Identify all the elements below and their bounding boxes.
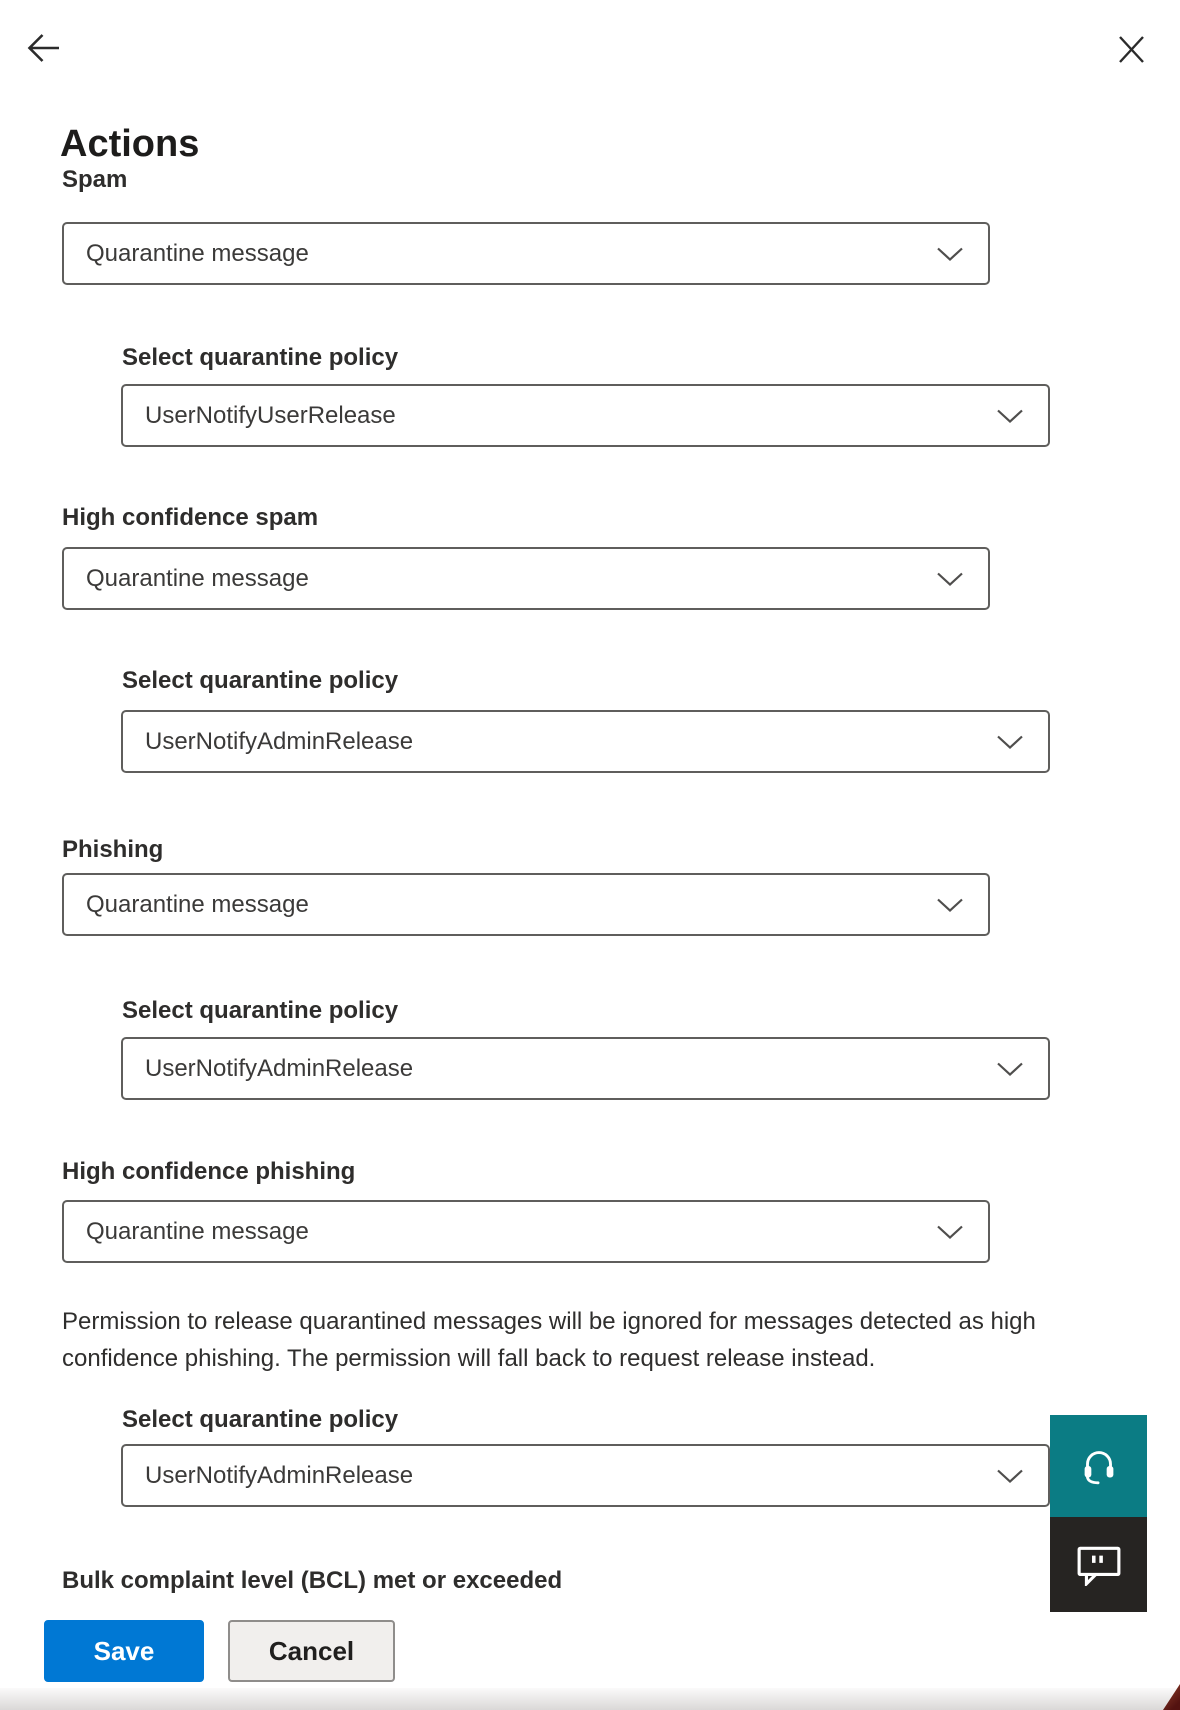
spam-section-label: Spam (62, 166, 128, 193)
chevron-down-icon (936, 571, 964, 586)
chevron-down-icon (996, 408, 1024, 423)
truncated-section-clip (62, 1566, 822, 1595)
high-confidence-phishing-policy-label: Select quarantine policy (122, 1406, 399, 1433)
spam-quarantine-policy-dropdown[interactable] (121, 384, 1050, 447)
high-confidence-phishing-note: Permission to release quarantined messages will be ignored for messages detected as high confidence phishing. The permission will fall back to request release instead. (62, 1308, 1036, 1372)
high-confidence-spam-section-label: High confidence spam (62, 504, 319, 531)
bulk-complaint-level-section-label: Bulk complaint level (BCL) met or exceeded (62, 1567, 563, 1594)
headset-icon (1076, 1443, 1122, 1489)
high-confidence-phishing-policy-value: UserNotifyAdminRelease (145, 1461, 414, 1489)
high-confidence-spam-policy-value: UserNotifyAdminRelease (145, 727, 414, 755)
high-confidence-spam-action-dropdown[interactable] (62, 547, 990, 610)
chevron-down-icon (936, 897, 964, 912)
page-title: Actions (60, 123, 200, 166)
close-icon (1116, 34, 1146, 64)
high-confidence-phishing-action-dropdown[interactable] (62, 1200, 990, 1263)
phishing-policy-label: Select quarantine policy (122, 997, 399, 1024)
phishing-action-dropdown[interactable] (62, 873, 990, 936)
phishing-policy-value: UserNotifyAdminRelease (145, 1054, 414, 1082)
spam-policy-value: UserNotifyUserRelease (145, 401, 396, 429)
help-button[interactable] (1050, 1415, 1147, 1517)
back-button[interactable] (24, 28, 64, 68)
chat-bubble-icon (1076, 1544, 1122, 1586)
high-confidence-spam-quarantine-policy-dropdown[interactable] (121, 710, 1050, 773)
high-confidence-spam-action-value: Quarantine message (86, 564, 309, 592)
phishing-action-value: Quarantine message (86, 890, 309, 918)
phishing-section-label: Phishing (62, 836, 164, 863)
page-bottom-gradient (0, 1688, 1180, 1710)
phishing-quarantine-policy-dropdown[interactable] (121, 1037, 1050, 1100)
chevron-down-icon (996, 734, 1024, 749)
chevron-down-icon (936, 1224, 964, 1239)
back-arrow-icon (26, 31, 62, 65)
high-confidence-phishing-quarantine-policy-dropdown[interactable] (121, 1444, 1050, 1507)
chevron-down-icon (936, 246, 964, 261)
chevron-down-icon (996, 1061, 1024, 1076)
close-button[interactable] (1112, 30, 1150, 68)
high-confidence-spam-policy-label: Select quarantine policy (122, 667, 399, 694)
chevron-down-icon (996, 1468, 1024, 1483)
spam-policy-label: Select quarantine policy (122, 344, 399, 371)
feedback-button[interactable] (1050, 1517, 1147, 1612)
high-confidence-phishing-action-value: Quarantine message (86, 1217, 309, 1245)
spam-action-value: Quarantine message (86, 239, 309, 267)
spam-action-dropdown[interactable] (62, 222, 990, 285)
save-button[interactable]: Save (44, 1620, 204, 1682)
cancel-button[interactable]: Cancel (228, 1620, 395, 1682)
high-confidence-phishing-section-label: High confidence phishing (62, 1158, 356, 1185)
